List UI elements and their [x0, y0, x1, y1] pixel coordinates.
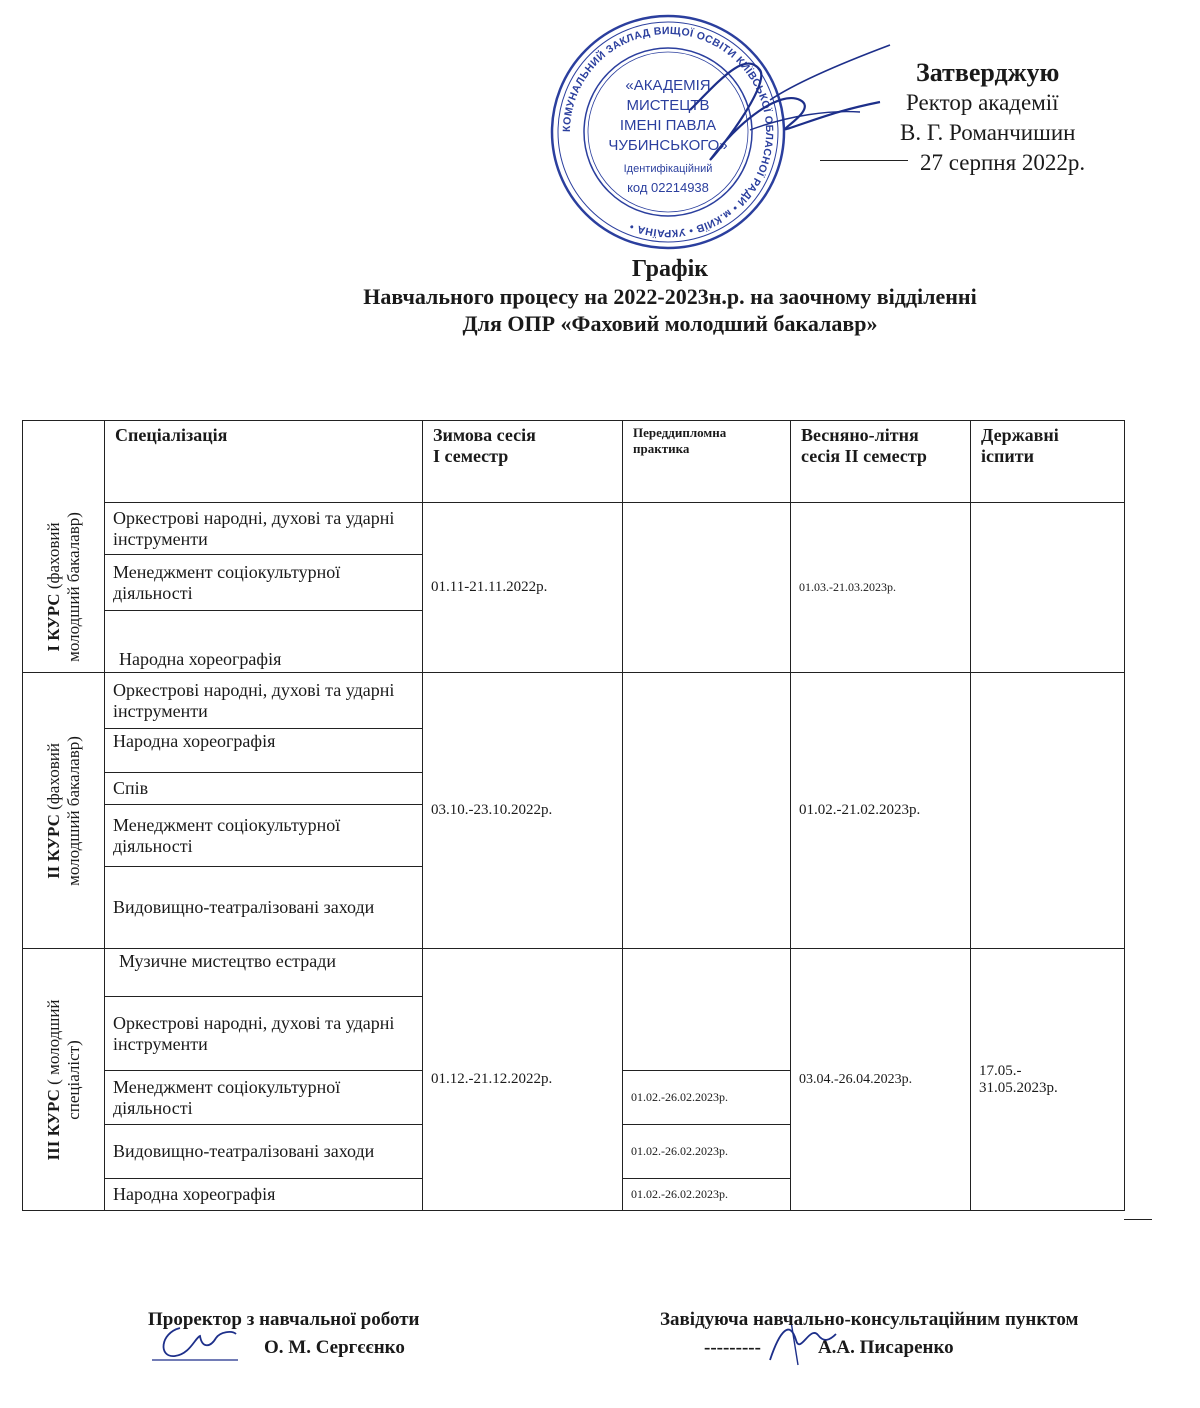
header-state-exams: Державні іспити — [971, 421, 1125, 503]
table-row — [23, 503, 1125, 555]
footer-head — [660, 1306, 1078, 1362]
svg-text:ЧУБИНСЬКОГО»: ЧУБИНСЬКОГО» — [608, 137, 728, 154]
specialization-cell: Видовищно-театралізовані заходи — [105, 867, 423, 949]
svg-text:КОМУНАЛЬНИЙ ЗАКЛАД ВИЩОЇ ОСВІТ: КОМУНАЛЬНИЙ ЗАКЛАД ВИЩОЇ ОСВІТИ КИЇВСЬКОЇ ОБЛАСНОЇ РАДИ • м.КИЇВ • УКРАЇНА • — [560, 24, 776, 240]
practice-date: 01.02.-26.02.2023р. — [623, 1179, 791, 1211]
practice-date: 01.02.-26.02.2023р. — [623, 1125, 791, 1179]
course-label-3: III КУРС ( молодший спеціаліст) — [23, 949, 105, 1211]
course-label-2: II КУРС (фаховий молодший бакалавр) — [23, 673, 105, 949]
practice-date: 01.02.-26.02.2023р. — [623, 1071, 791, 1125]
approval-block — [900, 58, 1160, 178]
spring-session-date: 01.03.-21.03.2023р. — [791, 503, 971, 673]
header-spring-session: Весняно-літня сесія II семестр — [791, 421, 971, 503]
exams-cell — [971, 673, 1125, 949]
svg-text:МИСТЕЦТВ: МИСТЕЦТВ — [626, 97, 710, 114]
exams-cell: 17.05.- 31.05.2023р. — [971, 949, 1125, 1211]
specialization-cell: Народна хореографія — [105, 1179, 423, 1211]
winter-session-date: 03.10.-23.10.2022р. — [423, 673, 623, 949]
specialization-cell: Спів — [105, 773, 423, 805]
document-subtitle: Навчального процесу на 2022-2023н.р. на заочному відділенні — [363, 284, 977, 309]
approval-name: В. Г. Романчишин — [900, 120, 1076, 145]
specialization-cell: Народна хореографія — [105, 611, 423, 673]
head-name-line — [660, 1334, 1078, 1362]
practice-cell — [623, 673, 791, 949]
exams-cell — [971, 503, 1125, 673]
winter-session-date: 01.12.-21.12.2022р. — [423, 949, 623, 1211]
approval-title: Затверджую — [916, 58, 1060, 87]
svg-text:«АКАДЕМІЯ: «АКАДЕМІЯ — [625, 77, 711, 94]
specialization-cell: Менеджмент соціокультурної діяльності — [105, 555, 423, 611]
approval-position: Ректор академії — [906, 90, 1059, 115]
document-subtitle-2: Для ОПР «Фаховий молодший бакалавр» — [462, 311, 878, 336]
head-title: Завідуюча навчально-консультаційним пунктом — [660, 1309, 1079, 1330]
specialization-cell: Оркестрові народні, духові та ударні інструменти — [105, 997, 423, 1071]
vice-rector-name: О. М. Сергєєнко — [264, 1337, 405, 1358]
rector-signature-line — [820, 160, 908, 161]
head-dashes: --------- — [704, 1337, 761, 1358]
schedule-table — [22, 420, 1125, 1211]
course-label-1: I КУРС (фаховий молодший бакалавр) — [23, 503, 105, 673]
document-heading — [200, 256, 1140, 337]
practice-cell — [623, 503, 791, 673]
table-header-row — [23, 421, 1125, 503]
header-practice: Переддипломна практика — [623, 421, 791, 503]
header-specialization: Спеціалізація — [105, 421, 423, 503]
svg-text:ІМЕНІ ПАВЛА: ІМЕНІ ПАВЛА — [619, 117, 717, 134]
table-row — [23, 673, 1125, 729]
specialization-cell: Оркестрові народні, духові та ударні інструменти — [105, 673, 423, 729]
specialization-cell: Видовищно-театралізовані заходи — [105, 1125, 423, 1179]
table-tail-line — [1124, 1219, 1152, 1220]
vice-rector-title: Проректор з навчальної роботи — [148, 1309, 420, 1330]
specialization-cell: Менеджмент соціокультурної діяльності — [105, 1071, 423, 1125]
approval-date: 27 серпня 2022р. — [920, 150, 1086, 175]
svg-text:Ідентифікаційний: Ідентифікаційний — [623, 163, 713, 175]
winter-session-date: 01.11-21.11.2022р. — [423, 503, 623, 673]
document-title: Графік — [631, 256, 709, 282]
specialization-cell: Оркестрові народні, духові та ударні інструменти — [105, 503, 423, 555]
svg-text:код 02214938: код 02214938 — [627, 180, 709, 195]
specialization-cell: Народна хореографія — [105, 729, 423, 773]
head-name: А.А. Писаренко — [817, 1337, 954, 1358]
spring-session-date: 03.04.-26.04.2023р. — [791, 949, 971, 1211]
specialization-cell: Музичне мистецтво естради — [105, 949, 423, 997]
rector-signature — [650, 40, 900, 190]
table-row — [23, 949, 1125, 997]
spring-session-date: 01.02.-21.02.2023р. — [791, 673, 971, 949]
header-course — [23, 421, 105, 503]
footer-vice-rector — [148, 1306, 419, 1362]
specialization-cell: Менеджмент соціокультурної діяльності — [105, 805, 423, 867]
header-winter-session: Зимова сесія I семестр — [423, 421, 623, 503]
practice-cell — [623, 949, 791, 1071]
